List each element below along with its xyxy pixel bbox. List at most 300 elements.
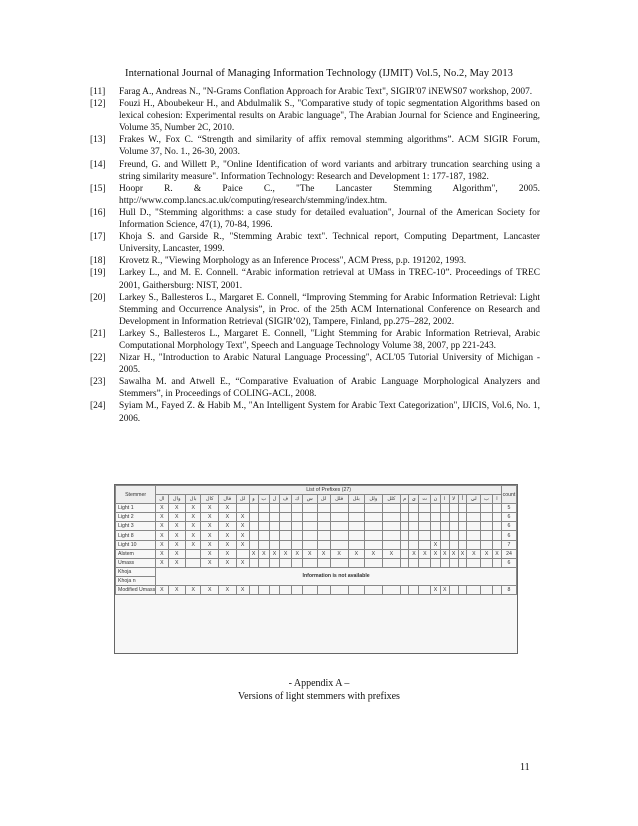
mark-cell xyxy=(409,504,419,513)
mark-cell: X xyxy=(156,522,168,531)
reference-number: [15] xyxy=(90,183,106,194)
mark-cell xyxy=(258,531,270,540)
mark-cell xyxy=(419,586,431,595)
reference-text: Khoja S. and Garside R., "Stemming Arabic text". Technical report, Computing Department, Lancaster University, Lancaster, 1999. xyxy=(119,232,540,255)
count-cell: 8 xyxy=(502,586,517,595)
mark-cell xyxy=(258,522,270,531)
stemmer-name: Alstem xyxy=(116,549,156,558)
count-header: count xyxy=(502,486,517,504)
mark-cell xyxy=(458,558,467,567)
mark-cell xyxy=(185,549,201,558)
mark-cell xyxy=(317,504,330,513)
mark-cell xyxy=(458,540,467,549)
mark-cell: X xyxy=(236,531,249,540)
mark-cell: X xyxy=(168,513,185,522)
prefix-cell: بلل xyxy=(348,495,364,504)
mark-cell xyxy=(449,540,458,549)
mark-cell xyxy=(409,558,419,567)
mark-cell xyxy=(270,586,280,595)
mark-cell: X xyxy=(467,549,481,558)
mark-cell xyxy=(382,531,400,540)
reference-item xyxy=(90,400,540,424)
mark-cell xyxy=(401,522,409,531)
mark-cell: X xyxy=(201,549,219,558)
mark-cell: X xyxy=(201,531,219,540)
mark-cell: X xyxy=(279,549,292,558)
mark-cell xyxy=(382,522,400,531)
mark-cell: X xyxy=(156,558,168,567)
mark-cell xyxy=(449,558,458,567)
mark-cell xyxy=(440,558,449,567)
mark-cell xyxy=(348,558,364,567)
mark-cell xyxy=(317,540,330,549)
prefix-cell: لي xyxy=(467,495,481,504)
mark-cell xyxy=(492,540,501,549)
mark-cell: X xyxy=(440,586,449,595)
reference-text: Hull D., "Stemming algorithms: a case study for detailed evaluation", Journal of the American Society for Information Science, 47(1), 70-84, 1996. xyxy=(119,207,540,231)
count-cell: 6 xyxy=(502,531,517,540)
mark-cell xyxy=(449,531,458,540)
reference-text: Frakes W., Fox C. “Strength and similarity of affix removal stemming algorithms”. ACM SIGIR Forum, Volume 37, No. 1., 26-30, 2003. xyxy=(119,135,540,158)
count-cell: 6 xyxy=(502,558,517,567)
mark-cell xyxy=(258,586,270,595)
mark-cell xyxy=(249,513,258,522)
mark-cell xyxy=(317,522,330,531)
reference-item xyxy=(90,207,540,231)
prefix-cell: ب xyxy=(481,495,493,504)
mark-cell xyxy=(431,522,441,531)
mark-cell xyxy=(270,531,280,540)
reference-number: [18] xyxy=(90,256,106,267)
mark-cell xyxy=(481,586,493,595)
mark-cell: X xyxy=(219,504,237,513)
mark-cell xyxy=(279,513,292,522)
reference-item xyxy=(90,255,540,267)
mark-cell: X xyxy=(236,522,249,531)
mark-cell xyxy=(382,513,400,522)
reference-item xyxy=(90,267,540,291)
prefix-cell: ولل xyxy=(364,495,382,504)
mark-cell xyxy=(419,540,431,549)
mark-cell xyxy=(330,504,348,513)
mark-cell xyxy=(492,522,501,531)
mark-cell xyxy=(302,504,317,513)
prefix-cell: بال xyxy=(185,495,201,504)
mark-cell xyxy=(449,586,458,595)
mark-cell xyxy=(292,540,303,549)
mark-cell: X xyxy=(201,558,219,567)
mark-cell xyxy=(458,531,467,540)
reference-list xyxy=(90,86,540,425)
reference-text: Nizar H., "Introduction to Arabic Natural Language Processing", ACL'05 Tutorial University of Michigan - 2005. xyxy=(119,353,540,376)
mark-cell: X xyxy=(440,549,449,558)
prefix-cell: لا xyxy=(449,495,458,504)
stemmer-name: Light 3 xyxy=(116,522,156,531)
reference-number: [14] xyxy=(90,159,106,170)
mark-cell: X xyxy=(292,549,303,558)
caption-title: - Appendix A – xyxy=(288,678,350,689)
mark-cell: X xyxy=(431,540,441,549)
reference-text: Fouzi H., Aboubekeur H., and Abdulmalik S., "Comparative study of topic segmentation Algorithms based on lexical cohesion: Experimental results on Arabic language", The Arabian Journal for Science and Engineering, Volume 35, Number 2C, 2010. xyxy=(119,99,540,134)
figure-caption xyxy=(0,678,638,703)
mark-cell: X xyxy=(168,504,185,513)
mark-cell: X xyxy=(156,549,168,558)
reference-text: Farag A., Andreas N., "N-Grams Conflation Approach for Arabic Text", SIGIR'07 iNEWS07 workshop, 2007. xyxy=(119,87,533,97)
stemmer-name: Light 1 xyxy=(116,504,156,513)
prefix-list-header: List of Prefixes (27) xyxy=(156,486,502,495)
mark-cell xyxy=(249,522,258,531)
mark-cell xyxy=(492,504,501,513)
reference-text: Syiam M., Fayed Z. & Habib M., "An Intelligent System for Arabic Text Categorization", IJICIS, Vol.6, No. 1, 2006. xyxy=(119,401,540,424)
prefix-cell: ل xyxy=(270,495,280,504)
mark-cell xyxy=(431,513,441,522)
mark-cell xyxy=(292,522,303,531)
mark-cell: X xyxy=(168,540,185,549)
mark-cell: X xyxy=(185,504,201,513)
mark-cell xyxy=(409,513,419,522)
mark-cell xyxy=(270,558,280,567)
reference-item xyxy=(90,328,540,352)
stemmer-name: Khoja n xyxy=(116,576,156,585)
mark-cell xyxy=(458,586,467,595)
reference-item xyxy=(90,98,540,134)
mark-cell xyxy=(330,586,348,595)
mark-cell xyxy=(409,540,419,549)
mark-cell xyxy=(279,531,292,540)
reference-text: Larkey L., and M. E. Connell. “Arabic information retrieval at UMass in TREC-10”. Proceedings of TREC 2001, Gaithersburg: NIST, 2001. xyxy=(119,268,540,291)
mark-cell xyxy=(236,504,249,513)
mark-cell: X xyxy=(458,549,467,558)
reference-number: [17] xyxy=(90,232,106,243)
mark-cell xyxy=(302,540,317,549)
mark-cell xyxy=(279,586,292,595)
mark-cell xyxy=(317,558,330,567)
reference-number: [11] xyxy=(90,87,106,97)
mark-cell xyxy=(401,549,409,558)
reference-number: [13] xyxy=(90,135,106,146)
mark-cell: X xyxy=(270,549,280,558)
mark-cell xyxy=(364,558,382,567)
mark-cell xyxy=(348,540,364,549)
mark-cell xyxy=(258,540,270,549)
mark-cell: X xyxy=(219,586,237,595)
mark-cell xyxy=(467,540,481,549)
stemmer-name: Umass xyxy=(116,558,156,567)
prefix-cell: س xyxy=(302,495,317,504)
prefix-cell: ف xyxy=(279,495,292,504)
mark-cell: X xyxy=(168,558,185,567)
mark-cell xyxy=(330,531,348,540)
prefix-cell: كال xyxy=(201,495,219,504)
prefix-cell: ك xyxy=(292,495,303,504)
mark-cell xyxy=(481,513,493,522)
mark-cell xyxy=(440,531,449,540)
mark-cell xyxy=(449,504,458,513)
reference-text: Sawalha M. and Atwell E., “Comparative Evaluation of Arabic Language Morphological Analyzers and Stemmers”, in Proceedings of COLING-ACL, 2008. xyxy=(119,377,540,400)
reference-text: Larkey S., Ballesteros L., Margaret E. Connell, "Light Stemming for Arabic Information Retrieval, Arabic Computational Morphology Text", Speech and Language Technology Volume 38, 2007, pp 221-243. xyxy=(119,328,540,351)
mark-cell xyxy=(409,531,419,540)
mark-cell xyxy=(249,540,258,549)
mark-cell xyxy=(401,513,409,522)
count-cell: 6 xyxy=(502,522,517,531)
mark-cell xyxy=(302,531,317,540)
mark-cell xyxy=(270,522,280,531)
count-cell: 7 xyxy=(502,540,517,549)
mark-cell xyxy=(348,531,364,540)
prefix-cell: ت xyxy=(419,495,431,504)
mark-cell: X xyxy=(481,549,493,558)
stemmer-header: Stemmer xyxy=(116,486,156,504)
mark-cell: X xyxy=(168,549,185,558)
mark-cell: X xyxy=(168,531,185,540)
stemmer-name: Light 8 xyxy=(116,531,156,540)
prefix-cell: م xyxy=(401,495,409,504)
mark-cell xyxy=(467,586,481,595)
mark-cell: X xyxy=(156,504,168,513)
mark-cell xyxy=(481,531,493,540)
mark-cell xyxy=(330,513,348,522)
mark-cell xyxy=(185,558,201,567)
mark-cell: X xyxy=(449,549,458,558)
reference-item xyxy=(90,292,540,328)
mark-cell: X xyxy=(219,558,237,567)
mark-cell xyxy=(317,513,330,522)
prefix-cell: فال xyxy=(219,495,237,504)
mark-cell xyxy=(492,558,501,567)
mark-cell xyxy=(382,540,400,549)
mark-cell: X xyxy=(156,586,168,595)
mark-cell xyxy=(401,558,409,567)
table-row xyxy=(116,522,517,531)
mark-cell xyxy=(330,558,348,567)
mark-cell: X xyxy=(330,549,348,558)
mark-cell xyxy=(249,558,258,567)
mark-cell xyxy=(258,513,270,522)
table-row xyxy=(116,531,517,540)
mark-cell xyxy=(467,531,481,540)
mark-cell: X xyxy=(492,549,501,558)
mark-cell: X xyxy=(236,540,249,549)
mark-cell xyxy=(419,522,431,531)
reference-number: [21] xyxy=(90,328,106,339)
mark-cell xyxy=(249,504,258,513)
mark-cell xyxy=(431,531,441,540)
mark-cell xyxy=(302,522,317,531)
mark-cell: X xyxy=(419,549,431,558)
mark-cell: X xyxy=(236,513,249,522)
mark-cell xyxy=(279,504,292,513)
mark-cell: X xyxy=(168,522,185,531)
reference-item xyxy=(90,352,540,376)
mark-cell: X xyxy=(201,586,219,595)
mark-cell: X xyxy=(185,513,201,522)
mark-cell xyxy=(481,558,493,567)
mark-cell xyxy=(419,504,431,513)
mark-cell: X xyxy=(219,531,237,540)
mark-cell xyxy=(348,586,364,595)
mark-cell xyxy=(302,513,317,522)
page-number: 11 xyxy=(520,762,530,773)
mark-cell xyxy=(440,504,449,513)
reference-item xyxy=(90,134,540,158)
mark-cell xyxy=(440,513,449,522)
mark-cell xyxy=(401,531,409,540)
mark-cell: X xyxy=(219,540,237,549)
prefix-cell: ا xyxy=(492,495,501,504)
mark-cell xyxy=(419,531,431,540)
mark-cell: X xyxy=(364,549,382,558)
table-row xyxy=(116,549,517,558)
mark-cell xyxy=(431,558,441,567)
mark-cell xyxy=(302,558,317,567)
mark-cell xyxy=(292,531,303,540)
table-row xyxy=(116,567,517,576)
prefix-cell: لل xyxy=(317,495,330,504)
reference-text: Larkey S., Ballesteros L., Margaret E. Connell, “Improving Stemming for Arabic Information Retrieval: Light Stemming and Occurrence Analysis”, in Proc. of the 25th ACM International Conference on Research and Development in Information Retrieval (SIGIR’02), Tampere, Finland, pp.275–282, 2002. xyxy=(119,292,540,327)
mark-cell xyxy=(348,522,364,531)
mark-cell xyxy=(481,540,493,549)
mark-cell xyxy=(401,586,409,595)
prefix-cell: لل xyxy=(236,495,249,504)
reference-number: [22] xyxy=(90,353,106,364)
mark-cell xyxy=(364,586,382,595)
mark-cell: X xyxy=(185,586,201,595)
prefix-cell: ال xyxy=(156,495,168,504)
mark-cell xyxy=(431,504,441,513)
stemmer-name: Khoja xyxy=(116,567,156,576)
mark-cell: X xyxy=(219,549,237,558)
mark-cell xyxy=(292,504,303,513)
reference-text: Hoopr R. & Paice C., "The Lancaster Stemming Algorithm", 2005. http://www.comp.lancs.ac.uk/computing/research/stemming/index.htm. xyxy=(119,183,540,206)
reference-text: Krovetz R., "Viewing Morphology as an Inference Process", ACM Press, p.p. 191202, 1993. xyxy=(119,256,467,267)
mark-cell xyxy=(409,522,419,531)
reference-number: [12] xyxy=(90,99,106,110)
mark-cell xyxy=(364,522,382,531)
mark-cell: X xyxy=(185,522,201,531)
mark-cell xyxy=(481,504,493,513)
mark-cell xyxy=(401,504,409,513)
reference-number: [24] xyxy=(90,401,106,412)
prefix-cell: فلل xyxy=(330,495,348,504)
table-row xyxy=(116,504,517,513)
mark-cell xyxy=(382,586,400,595)
mark-cell xyxy=(317,531,330,540)
mark-cell xyxy=(249,531,258,540)
reference-item xyxy=(90,86,540,98)
mark-cell xyxy=(458,504,467,513)
prefix-cell: أ xyxy=(458,495,467,504)
mark-cell xyxy=(279,558,292,567)
mark-cell xyxy=(364,504,382,513)
not-available-cell: Information is not available xyxy=(156,567,517,585)
mark-cell: X xyxy=(249,549,258,558)
mark-cell xyxy=(467,522,481,531)
caption-subtitle: Versions of light stemmers with prefixes xyxy=(238,690,400,702)
mark-cell: X xyxy=(201,513,219,522)
table-row xyxy=(116,586,517,595)
mark-cell xyxy=(270,513,280,522)
reference-item xyxy=(90,231,540,255)
reference-item xyxy=(90,159,540,183)
mark-cell xyxy=(348,513,364,522)
mark-cell: X xyxy=(156,531,168,540)
mark-cell xyxy=(481,522,493,531)
mark-cell xyxy=(302,586,317,595)
mark-cell xyxy=(458,522,467,531)
mark-cell xyxy=(440,522,449,531)
mark-cell xyxy=(279,522,292,531)
reference-item xyxy=(90,376,540,400)
mark-cell: X xyxy=(302,549,317,558)
mark-cell xyxy=(467,504,481,513)
reference-text: Freund, G. and Willett P., "Online Identification of word variants and arbitrary truncation searching using a string similarity measure". Information Technology: Research and Development 1: 177-187, 1982. xyxy=(119,159,540,182)
mark-cell xyxy=(270,504,280,513)
mark-cell xyxy=(292,586,303,595)
reference-number: [20] xyxy=(90,292,106,303)
prefix-cell: ب xyxy=(258,495,270,504)
count-cell: 6 xyxy=(502,513,517,522)
mark-cell: X xyxy=(258,549,270,558)
mark-cell xyxy=(449,522,458,531)
mark-cell xyxy=(467,558,481,567)
mark-cell xyxy=(364,531,382,540)
mark-cell: X xyxy=(185,540,201,549)
journal-header: International Journal of Managing Information Technology (IJMIT) Vol.5, No.2, May 2013 xyxy=(125,68,513,79)
mark-cell: X xyxy=(348,549,364,558)
mark-cell xyxy=(292,558,303,567)
mark-cell xyxy=(449,513,458,522)
reference-number: [19] xyxy=(90,268,106,279)
stemmer-name: Light 10 xyxy=(116,540,156,549)
mark-cell xyxy=(492,586,501,595)
mark-cell xyxy=(279,540,292,549)
mark-cell: X xyxy=(409,549,419,558)
reference-number: [23] xyxy=(90,377,106,388)
stemmer-name: Light 2 xyxy=(116,513,156,522)
prefix-cell: ي xyxy=(409,495,419,504)
stemmer-name: Modified Umass xyxy=(116,586,156,595)
mark-cell xyxy=(236,549,249,558)
mark-cell xyxy=(317,586,330,595)
mark-cell xyxy=(492,513,501,522)
mark-cell: X xyxy=(431,549,441,558)
mark-cell xyxy=(419,513,431,522)
mark-cell: X xyxy=(382,549,400,558)
mark-cell: X xyxy=(219,513,237,522)
mark-cell xyxy=(364,513,382,522)
prefix-cell: كلل xyxy=(382,495,400,504)
mark-cell xyxy=(409,586,419,595)
count-cell: 5 xyxy=(502,504,517,513)
table-row xyxy=(116,540,517,549)
mark-cell xyxy=(440,540,449,549)
mark-cell: X xyxy=(236,558,249,567)
prefix-cell: وال xyxy=(168,495,185,504)
mark-cell: X xyxy=(185,531,201,540)
mark-cell: X xyxy=(168,586,185,595)
count-cell: 24 xyxy=(502,549,517,558)
table-row xyxy=(116,513,517,522)
mark-cell: X xyxy=(317,549,330,558)
mark-cell: X xyxy=(156,540,168,549)
mark-cell xyxy=(258,558,270,567)
mark-cell xyxy=(330,522,348,531)
table-row xyxy=(116,558,517,567)
prefix-cell: ن xyxy=(431,495,441,504)
mark-cell: X xyxy=(156,513,168,522)
mark-cell xyxy=(458,513,467,522)
mark-cell: X xyxy=(236,586,249,595)
